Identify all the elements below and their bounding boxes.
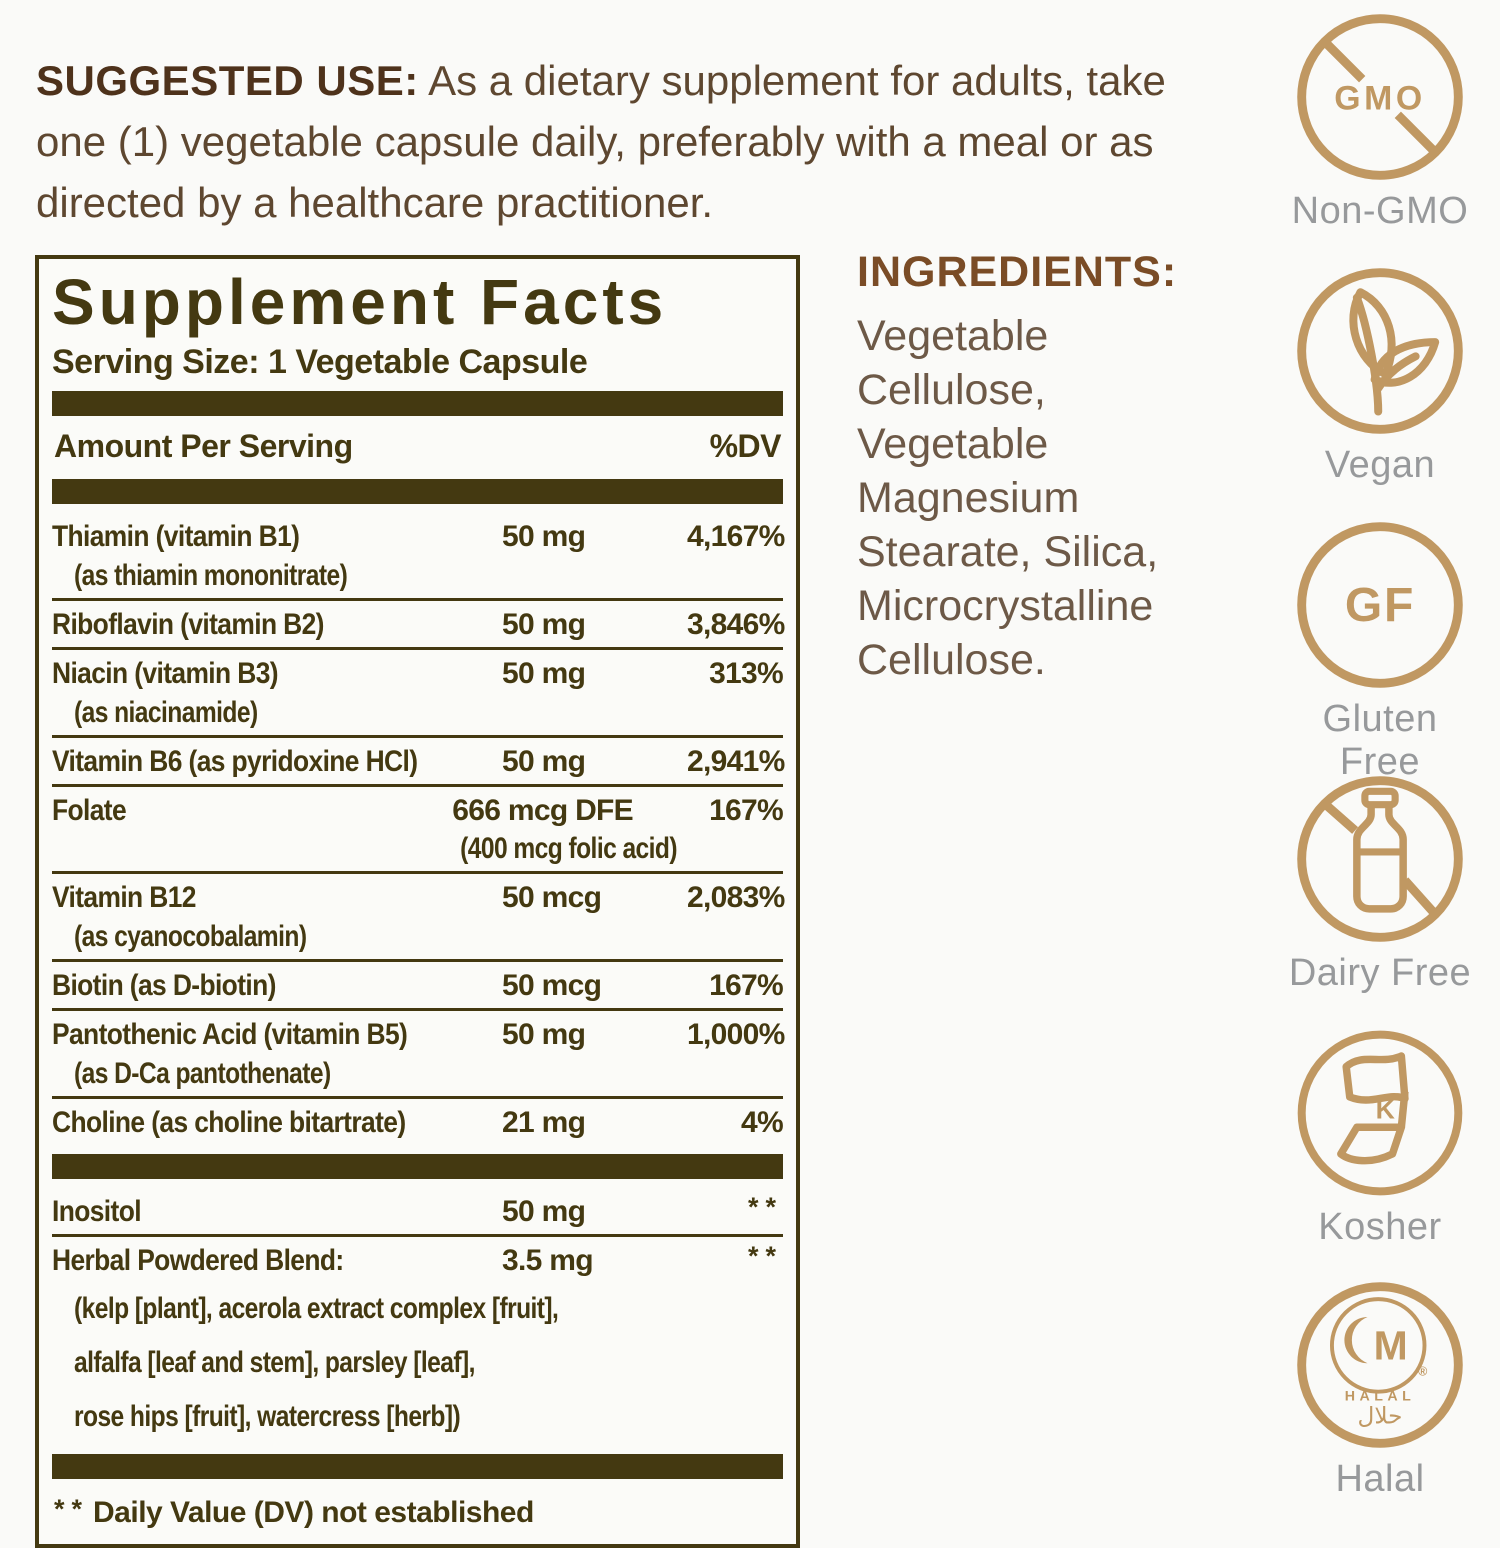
- nutrient-dv: 1,000%: [687, 1018, 785, 1051]
- nutrient-amount: 21 mg: [502, 1106, 586, 1139]
- facts-header-row: [52, 425, 783, 470]
- table-row-biotin: [52, 959, 783, 1008]
- nutrient-name: Vitamin B12: [52, 881, 196, 914]
- ingredients-line: Cellulose,: [857, 366, 1046, 414]
- table-row-pantothenic-acid: [52, 1008, 783, 1096]
- divider-bar: [52, 391, 783, 416]
- badge-label: Vegan: [1324, 444, 1436, 486]
- nutrient-amount: 666 mcg DFE: [452, 794, 633, 827]
- supplement-facts-panel: [35, 255, 800, 1548]
- halal-arabic-text: حلال: [1357, 1403, 1403, 1430]
- row-main: [52, 1018, 783, 1052]
- row-main: [52, 520, 783, 554]
- ingredients-line: Vegetable: [857, 312, 1049, 360]
- suggested-use-label: SUGGESTED USE:: [36, 57, 419, 104]
- ingredients-label: INGREDIENTS:: [857, 248, 1178, 296]
- ingredients-line: Vegetable: [857, 420, 1049, 468]
- suggested-use-paragraph: [36, 50, 1201, 233]
- nutrient-name: Riboflavin (vitamin B2): [52, 608, 324, 641]
- nutrient-dv: 3,846%: [687, 608, 785, 641]
- dv-not-established-stars: **: [747, 1192, 783, 1222]
- gmo-icon-text: GMO: [1334, 79, 1426, 118]
- nutrient-amount: 50 mg: [502, 520, 586, 553]
- nutrient-name: Pantothenic Acid (vitamin B5): [52, 1018, 408, 1051]
- halal-icon-subtext: HALAL: [1344, 1388, 1416, 1405]
- gmo-crossed-icon: [1291, 8, 1469, 186]
- footnote-stars: **: [54, 1494, 90, 1524]
- suggested-use-text: As a dietary supplement for adults, take one (1) vegetable capsule daily, preferably with a meal or as directed by a healthcare practitioner.: [36, 57, 1166, 226]
- badge-halal: [1282, 1276, 1478, 1501]
- kosher-icon-text: K: [1375, 1094, 1395, 1125]
- row-main: [52, 608, 783, 642]
- nutrient-name: Choline (as choline bitartrate): [52, 1106, 406, 1139]
- nutrient-dv: [687, 1192, 783, 1229]
- nutrient-subtext: (as thiamin mononitrate): [74, 559, 348, 592]
- nutrient-amount: 3.5 mg: [502, 1244, 593, 1277]
- nutrient-dv: 4%: [741, 1106, 783, 1139]
- badge-vegan: [1282, 262, 1478, 487]
- divider-bar: [52, 1154, 783, 1179]
- gf-icon-text: GF: [1344, 578, 1416, 633]
- ingredients-block: [857, 245, 1277, 687]
- dv-not-established-stars: **: [747, 1241, 783, 1271]
- row-main: [52, 745, 783, 779]
- table-row-thiamin: [52, 513, 783, 598]
- facts-title: Supplement Facts: [52, 266, 668, 338]
- divider-bar: [52, 1454, 783, 1479]
- nutrient-dv: [687, 1241, 783, 1278]
- badge-dairy-free: [1282, 770, 1478, 995]
- nutrient-name: Biotin (as D-biotin): [52, 969, 276, 1002]
- ingredients-line: Microcrystalline: [857, 582, 1154, 630]
- nutrient-dv: 313%: [709, 657, 783, 690]
- table-row-inositol: [52, 1188, 783, 1234]
- row-main: [52, 657, 783, 691]
- badge-label: Dairy Free: [1288, 952, 1472, 994]
- nutrient-amount: 50 mcg: [502, 969, 602, 1002]
- row-main: [52, 1192, 783, 1229]
- ingredients-line: Stearate, Silica,: [857, 528, 1159, 576]
- row-main: [52, 1106, 783, 1140]
- nutrient-dv: 167%: [709, 794, 783, 827]
- halal-m-text: M: [1373, 1322, 1408, 1369]
- divider-bar: [52, 479, 783, 504]
- table-row-vitamin-b12: [52, 871, 783, 959]
- amount-per-serving-label: Amount Per Serving: [54, 428, 353, 464]
- nutrient-amount: 50 mg: [502, 1195, 586, 1228]
- row-main: [52, 1241, 783, 1278]
- ingredients-line: Cellulose.: [857, 636, 1046, 684]
- badge-label: Gluten Free: [1322, 698, 1438, 783]
- table-row-niacin: [52, 647, 783, 735]
- nutrient-name: Niacin (vitamin B3): [52, 657, 278, 690]
- badge-label: Non-GMO: [1291, 190, 1469, 232]
- nutrient-amount: 50 mg: [502, 745, 586, 778]
- nutrient-name: Thiamin (vitamin B1): [52, 520, 300, 553]
- table-row-riboflavin: [52, 598, 783, 647]
- ingredients-line: Magnesium: [857, 474, 1080, 522]
- serving-size: Serving Size: 1 Vegetable Capsule: [52, 343, 588, 381]
- registered-mark: ®: [1418, 1364, 1428, 1379]
- badge-kosher: [1282, 1024, 1478, 1249]
- nutrient-dv: 167%: [709, 969, 783, 1002]
- herbal-blend-components: rose hips [fruit], watercress [herb]): [74, 1400, 461, 1433]
- nutrient-amount: 50 mg: [502, 657, 586, 690]
- badge-non-gmo: [1282, 8, 1478, 233]
- badge-label: Halal: [1335, 1458, 1425, 1500]
- row-main: [52, 794, 783, 828]
- nutrient-dv: 4,167%: [687, 520, 785, 553]
- nutrient-name: Vitamin B6 (as pyridoxine HCl): [52, 745, 418, 778]
- nutrient-subtext: (as D-Ca pantothenate): [74, 1057, 331, 1090]
- herbal-blend-components: alfalfa [leaf and stem], parsley [leaf],: [74, 1346, 475, 1379]
- herbal-blend-components: (kelp [plant], acerola extract complex [fruit],: [74, 1292, 559, 1325]
- badge-gluten-free: [1282, 516, 1478, 784]
- nutrient-amount: 50 mg: [502, 608, 586, 641]
- leaves-icon: [1291, 262, 1469, 440]
- badge-label: Kosher: [1318, 1206, 1442, 1248]
- nutrient-amount: 50 mcg: [502, 881, 602, 914]
- nutrient-subtext: (400 mcg folic acid): [460, 832, 677, 865]
- row-main: [52, 881, 783, 915]
- halal-icon: [1291, 1276, 1469, 1454]
- milk-bottle-crossed-icon: [1291, 770, 1469, 948]
- table-row-choline: [52, 1096, 783, 1145]
- row-main: [52, 969, 783, 1003]
- table-row-vitamin-b6: [52, 735, 783, 784]
- gluten-free-icon: [1291, 516, 1469, 694]
- nutrient-name: Folate: [52, 794, 127, 827]
- nutrient-amount: 50 mg: [502, 1018, 586, 1051]
- footnote-text: Daily Value (DV) not established: [93, 1496, 534, 1529]
- dv-footnote: [52, 1488, 783, 1532]
- nutrient-subtext: (as niacinamide): [74, 696, 258, 729]
- nutrient-dv: 2,941%: [687, 745, 785, 778]
- nutrient-subtext: (as cyanocobalamin): [74, 920, 307, 953]
- table-row-folate: [52, 784, 783, 871]
- table-row-herbal-blend: [52, 1234, 783, 1445]
- nutrient-dv: 2,083%: [687, 881, 785, 914]
- kosher-icon: [1291, 1024, 1469, 1202]
- nutrient-name: Inositol: [52, 1195, 141, 1228]
- nutrient-name: Herbal Powdered Blend:: [52, 1244, 344, 1277]
- dv-header-label: %DV: [709, 428, 781, 464]
